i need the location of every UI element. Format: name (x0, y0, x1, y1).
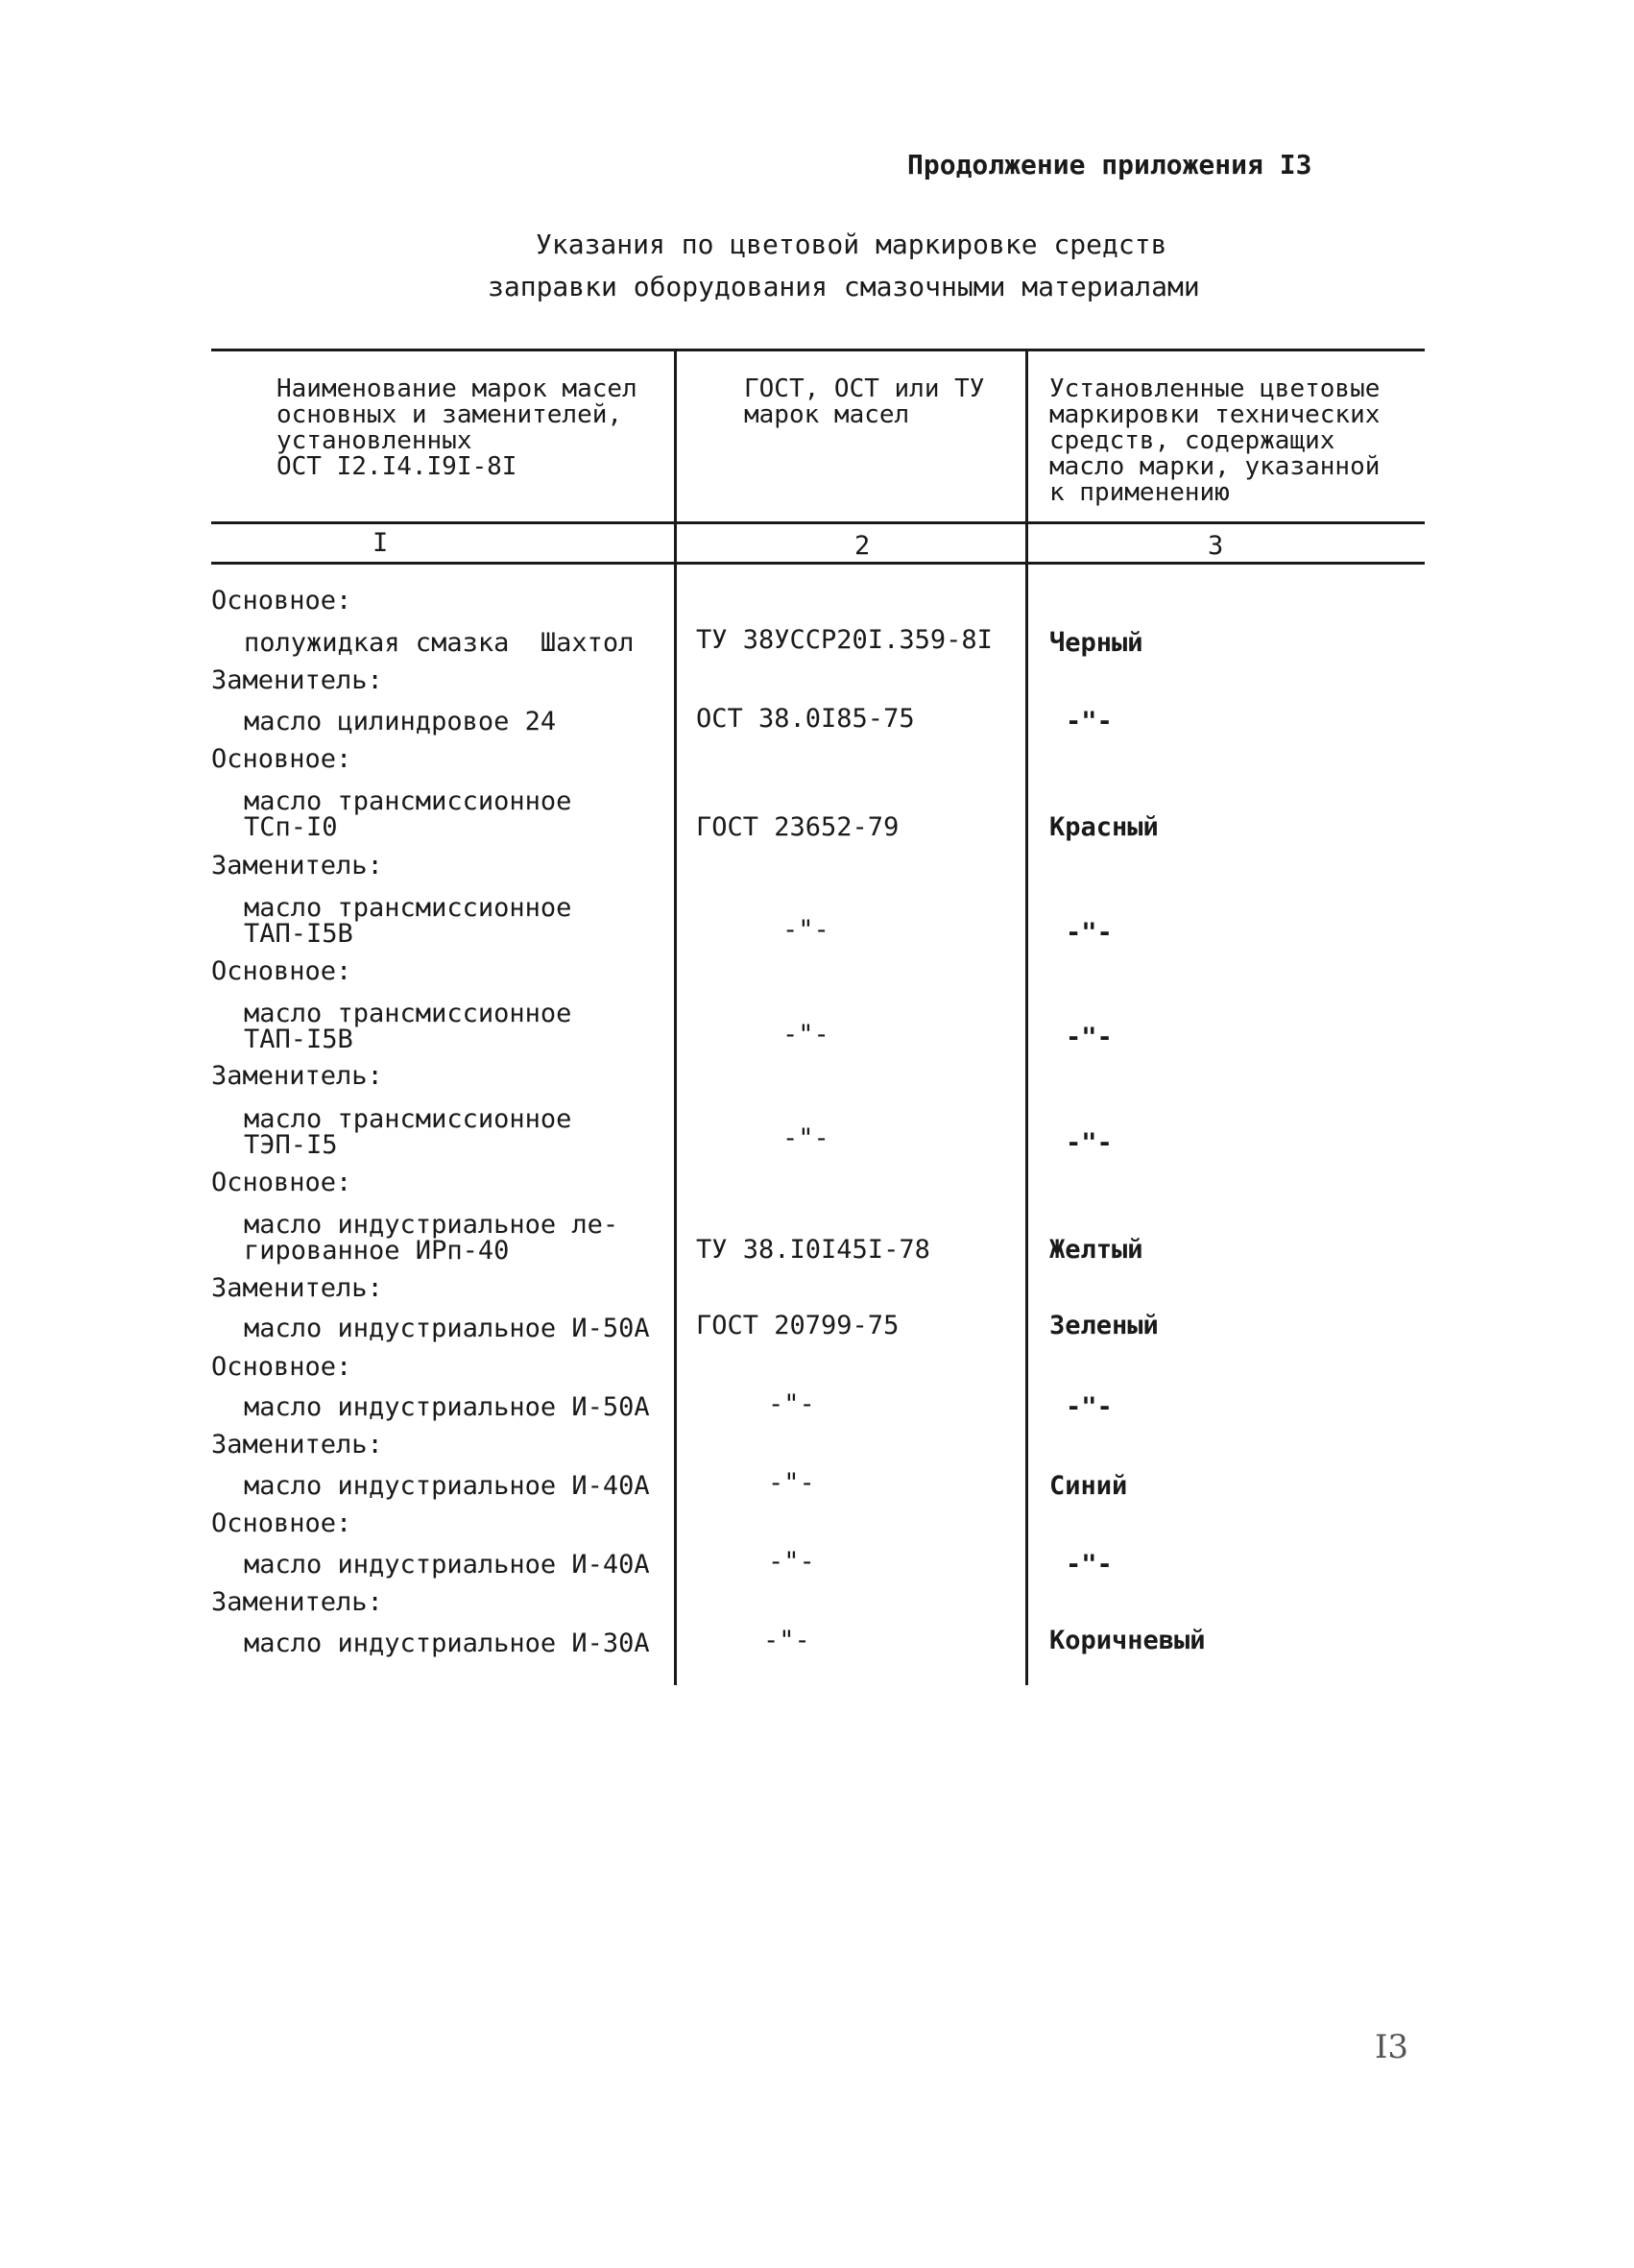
group-label: Основное: (211, 1508, 352, 1538)
color-marking: Синий (1049, 1471, 1128, 1501)
color-marking: Коричневый (1049, 1626, 1206, 1655)
oil-name: масло индустриальное И-40А (244, 1471, 650, 1501)
oil-name: масло трансмиссионное ТАП-I5В (244, 999, 572, 1054)
oil-name: масло индустриальное И-50А (244, 1392, 650, 1422)
group-label: Основное: (211, 586, 352, 615)
oil-standard: -"- (768, 1547, 815, 1577)
oil-name: масло трансмиссионное ТАП-I5В (244, 893, 572, 949)
column-number-1: I (372, 528, 389, 558)
group-label: Заменитель: (211, 665, 383, 695)
column-numbers-bottom-rule (211, 562, 1425, 565)
oil-name: масло индустриальное И-50А (244, 1314, 650, 1343)
group-label: Основное: (211, 744, 352, 774)
group-label: Основное: (211, 1168, 352, 1197)
color-marking: -"- (1066, 1392, 1113, 1422)
oil-standard: -"- (763, 1626, 810, 1655)
column-divider-2 (1025, 349, 1028, 1685)
color-marking: -"- (1066, 707, 1113, 736)
color-marking: Черный (1049, 628, 1143, 658)
oil-standard: -"- (768, 1468, 815, 1498)
color-marking: -"- (1066, 1023, 1113, 1052)
oil-name: масло индустриальное ле- гированное ИРп-40 (244, 1210, 619, 1266)
group-label: Заменитель: (211, 851, 383, 881)
oil-name: масло индустриальное И-40А (244, 1550, 650, 1580)
oil-standard: ОСТ 38.0I85-75 (696, 704, 915, 734)
page-number: I3 (1375, 2028, 1409, 2066)
column-divider-1 (674, 349, 677, 1685)
column-header-color-marking: Установленные цветовые маркировки технических средств, содержащих масло марки, указанной к применению (1049, 374, 1381, 507)
group-label: Заменитель: (211, 1061, 383, 1091)
oil-standard: ГОСТ 20799-75 (696, 1311, 900, 1340)
group-label: Заменитель: (211, 1587, 383, 1617)
oil-standard: ТУ 38.I0I45I-78 (696, 1235, 930, 1265)
color-marking: -"- (1066, 1128, 1113, 1158)
oil-standard: -"- (782, 1123, 829, 1153)
document-title-line-1: Указания по цветовой маркировке средств (536, 229, 1167, 260)
oil-standard: ГОСТ 23652-79 (696, 812, 900, 842)
group-label: Основное: (211, 1352, 352, 1382)
group-label: Заменитель: (211, 1430, 383, 1460)
header-note: Продолжение приложения I3 (907, 149, 1312, 181)
oil-name: полужидкая смазка Шахтол (244, 628, 635, 658)
column-number-3: 3 (1208, 531, 1224, 561)
column-number-2: 2 (854, 531, 871, 561)
column-header-name: Наименование марок масел основных и заменителей, установленных ОСТ I2.I4.I9I-8I (276, 374, 637, 481)
header-bottom-rule (211, 521, 1425, 524)
oil-standard: -"- (782, 1020, 829, 1050)
column-header-standard: ГОСТ, ОСТ или ТУ марок масел (744, 374, 985, 429)
oil-name: масло цилиндровое 24 (244, 707, 557, 736)
oil-name: масло индустриальное И-30А (244, 1629, 650, 1658)
color-marking: Красный (1049, 812, 1159, 842)
oil-name: масло трансмиссионное ТСп-I0 (244, 786, 572, 842)
document-title-line-2: заправки оборудования смазочными материалами (488, 271, 1200, 302)
oil-name: масло трансмиссионное ТЭП-I5 (244, 1104, 572, 1160)
color-marking: -"- (1066, 1550, 1113, 1580)
table-top-rule (211, 349, 1425, 351)
oil-standard: -"- (768, 1389, 815, 1419)
group-label: Заменитель: (211, 1273, 383, 1303)
color-marking: Зеленый (1049, 1311, 1159, 1340)
oil-standard: -"- (782, 915, 829, 945)
oil-standard: ТУ 38УССР20I.359-8I (696, 625, 993, 655)
color-marking: -"- (1066, 918, 1113, 948)
color-marking: Желтый (1049, 1235, 1143, 1265)
group-label: Основное: (211, 956, 352, 986)
